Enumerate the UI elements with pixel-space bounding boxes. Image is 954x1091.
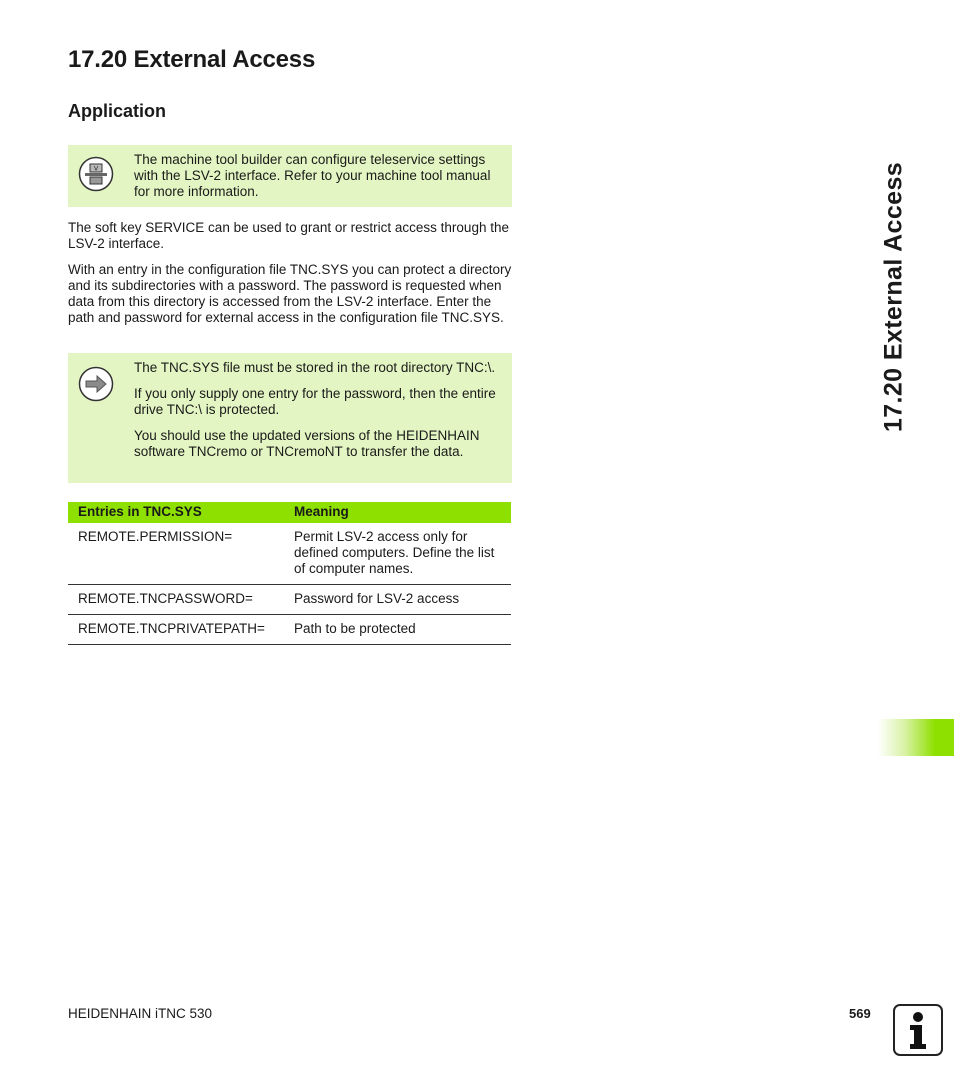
chapter-tab xyxy=(878,719,954,756)
entries-table xyxy=(68,502,511,645)
table-header: Meaning xyxy=(284,502,511,523)
footer-product: HEIDENHAIN iTNC 530 xyxy=(68,1006,213,1021)
table-header: Entries in TNC.SYS xyxy=(68,502,284,523)
paragraph: The soft key SERVICE can be used to grant or restrict access through the LSV-2 interface. xyxy=(68,220,509,251)
paragraph: With an entry in the configuration file TNC.SYS you can protect a directory and its subdirectories with a password. The password is requested when data from this directory is accessed from the LSV-2 interface. Enter the path and password for external access in the configuration file TNC.SYS. xyxy=(68,262,512,325)
info-note xyxy=(68,353,512,483)
table-cell-entry: REMOTE.PERMISSION= xyxy=(68,523,284,585)
table-header-row xyxy=(68,502,511,523)
section-title: 17.20 External Access xyxy=(68,46,316,73)
info-icon[interactable] xyxy=(893,1004,943,1056)
table-cell-meaning: Password for LSV-2 access xyxy=(284,585,511,615)
table-row xyxy=(68,615,511,645)
svg-text:V: V xyxy=(93,165,99,173)
info-note-line: You should use the updated versions of the HEIDENHAIN software TNCremo or TNCremoNT to transfer the data. xyxy=(134,428,480,459)
info-note-line: The TNC.SYS file must be stored in the root directory TNC:\. xyxy=(134,360,496,375)
arrow-right-icon xyxy=(78,366,114,402)
table-cell-entry: REMOTE.TNCPASSWORD= xyxy=(68,585,284,615)
table-row xyxy=(68,585,511,615)
machine-note xyxy=(68,145,512,207)
table-row xyxy=(68,523,511,585)
info-note-line: If you only supply one entry for the password, then the entire drive TNC:\ is protected. xyxy=(134,386,496,417)
machine-note-text: The machine tool builder can configure teleservice settings with the LSV-2 interface. Refer to your machine tool manual for more information. xyxy=(134,152,491,199)
table-cell-meaning: Permit LSV-2 access only for defined computers. Define the list of computer names. xyxy=(284,523,511,585)
machine-manual-icon xyxy=(78,156,114,192)
page-number: 569 xyxy=(849,1006,871,1021)
subsection-title: Application xyxy=(68,101,166,121)
side-title-text: 17.20 External Access xyxy=(879,161,908,433)
table-cell-entry: REMOTE.TNCPRIVATEPATH= xyxy=(68,615,284,645)
table-cell-meaning: Path to be protected xyxy=(284,615,511,645)
